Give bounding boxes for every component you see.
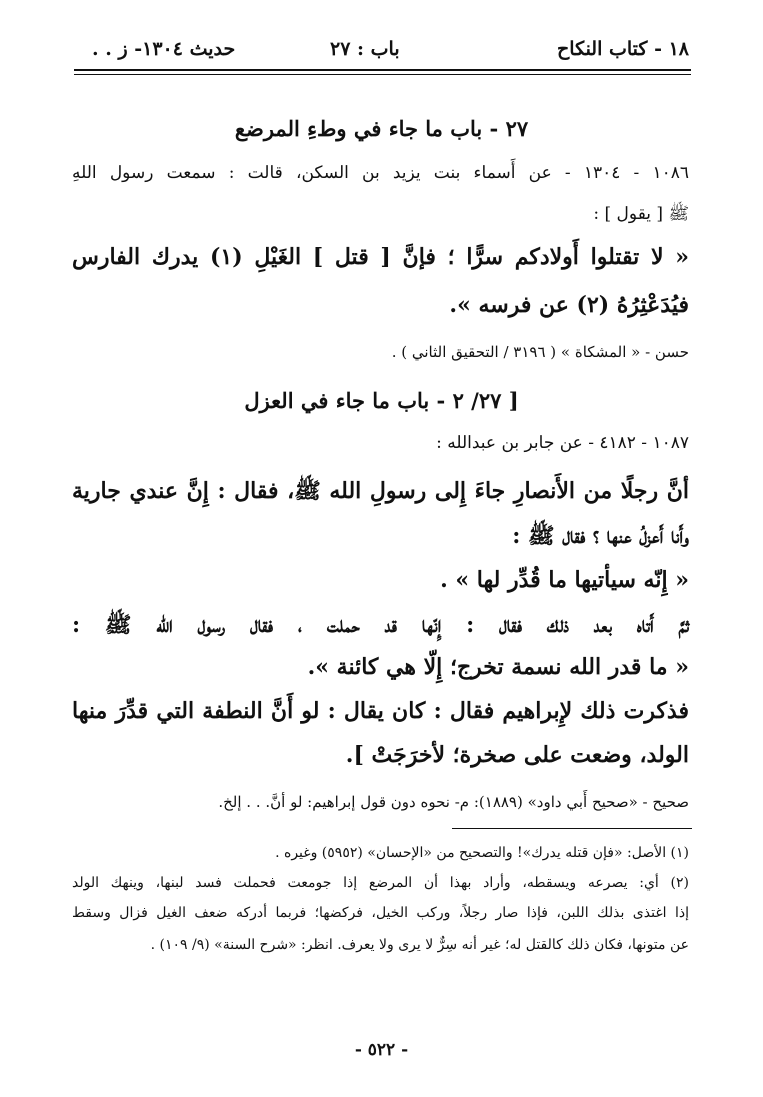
- hadith-isnad-cont: ﷺ [ يقول ] :: [593, 204, 689, 224]
- hadith-text: « لا تقتلوا أَولادكم سرًّا ؛ فإنَّ [ قتل ] الغَيْلِ (١) يدرك الفارس: [72, 244, 689, 270]
- hadith-text-cont: وأَنا أَعزلُ عنها ؟ فقال ﷺ :: [512, 523, 689, 549]
- footnote-2-cont: عن متونها، فكان ذلك كالقتل له؛ غير أنه سِرٌّ لا يرى ولا يعرف. انظر: «شرح السنة» (٩/ ١٠٩) .: [150, 937, 689, 953]
- footnote-2: (٢) أي: يصرعه ويسقطه، وأراد بهذا أن المرضع إذا جومعت فحملت فسد لبنها، وينهك الولد: [72, 875, 689, 891]
- hadith-text-cont: فذكرت ذلك لإِبراهيم فقال : كان يقال : لو أَنَّ النطفة التي قدِّرَ منها: [72, 698, 689, 724]
- header-rule: [74, 69, 691, 71]
- hadith-text-cont: فيُدَعْثِرُهُ (٢) عن فرسه ».: [449, 292, 689, 318]
- footnote-separator: [452, 828, 692, 829]
- hadith-text-cont: « ما قدر الله نسمة تخرج؛ إِلّا هي كائنة ».: [307, 654, 689, 680]
- hadith-isnad: ١٠٨٦ - ١٣٠٤ - عن أَسماء بنت يزيد بن السكن، قالت : سمعت رسول اللهِ: [72, 163, 689, 183]
- page-number: - ٥٢٢ -: [354, 1040, 409, 1060]
- hadith-text-cont: الولد، وضعت على صخرة؛ لأخرَجَتْ ].: [345, 742, 689, 768]
- hadith-text-cont: « إِنّه سيأتيها ما قُدِّر لها » .: [440, 567, 689, 593]
- footnote-2-cont: إذا اغتذى بذلك اللبن، فإذا صار رجلاً، وركب الخيل، فركضها؛ فربما أدركه ضعف الغيل فزال وسقط: [72, 905, 689, 921]
- header-chapter: باب : ٢٧: [330, 38, 400, 60]
- chapter-title: [ ٢٧/ ٢ - باب ما جاء في العزل: [244, 388, 519, 413]
- hadith-grade: صحيح - «صحيح أَبي داود» (١٨٨٩): م- نحوه دون قول إبراهيم: لو أنَّ. . . إلخ.: [218, 793, 689, 811]
- chapter-title: ٢٧ - باب ما جاء في وطءِ المرضع: [234, 116, 529, 141]
- hadith-text-cont: ثمَّ أَتاه بعد ذلك فقال : إِنّها قد حملت ، فقال رسول الله ﷺ :: [72, 612, 689, 638]
- footnote-1: (١) الأصل: «فإن قتله يدرك»! والتصحيح من «الإحسان» (٥٩٥٢) وغيره .: [275, 845, 689, 861]
- header-hadith-number: حديث ١٣٠٤- ز . .: [92, 38, 236, 60]
- hadith-grade: حسن - « المشكاة » ( ٣١٩٦ / التحقيق الثاني ) .: [391, 343, 689, 361]
- hadith-isnad: ١٠٨٧ - ٤١٨٢ - عن جابر بن عبدالله :: [436, 433, 689, 453]
- header-rule-thin: [74, 74, 691, 75]
- hadith-text: أنَّ رجلًا من الأَنصارِ جاءَ إِلى رسولِ الله ﷺ، فقال : إِنَّ عندي جارية: [72, 478, 689, 504]
- header-book-title: ١٨ - كتاب النكاح: [557, 38, 689, 60]
